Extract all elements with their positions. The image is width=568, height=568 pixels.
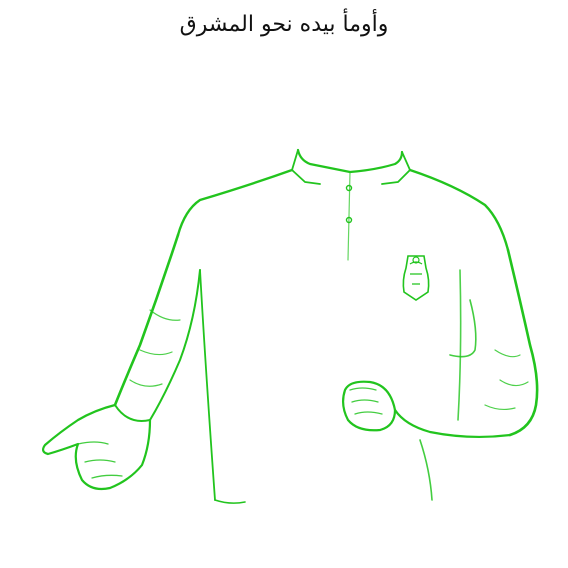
collar-left-point	[292, 150, 320, 184]
shirt-outline-illustration	[0, 60, 568, 510]
left-hand-fingers	[78, 442, 122, 478]
collar-outline	[298, 150, 402, 172]
right-forearm	[395, 410, 510, 437]
right-sleeve-inner	[450, 300, 476, 357]
right-fist-knuckles	[350, 388, 382, 414]
eagle-emblem-icon	[403, 256, 428, 300]
torso-right-side	[458, 270, 461, 420]
right-shoulder	[410, 170, 508, 250]
caption-text: وأومأ بيده نحو المشرق	[179, 12, 389, 37]
left-shoulder	[178, 170, 292, 235]
torso-left-side	[200, 270, 215, 500]
collar-right-point	[382, 152, 410, 184]
left-cuff	[115, 405, 150, 421]
shirt-lower-right	[420, 440, 432, 500]
right-sleeve-folds	[485, 350, 528, 409]
shirt-lower-left	[215, 500, 245, 503]
right-sleeve-outer	[508, 250, 537, 435]
